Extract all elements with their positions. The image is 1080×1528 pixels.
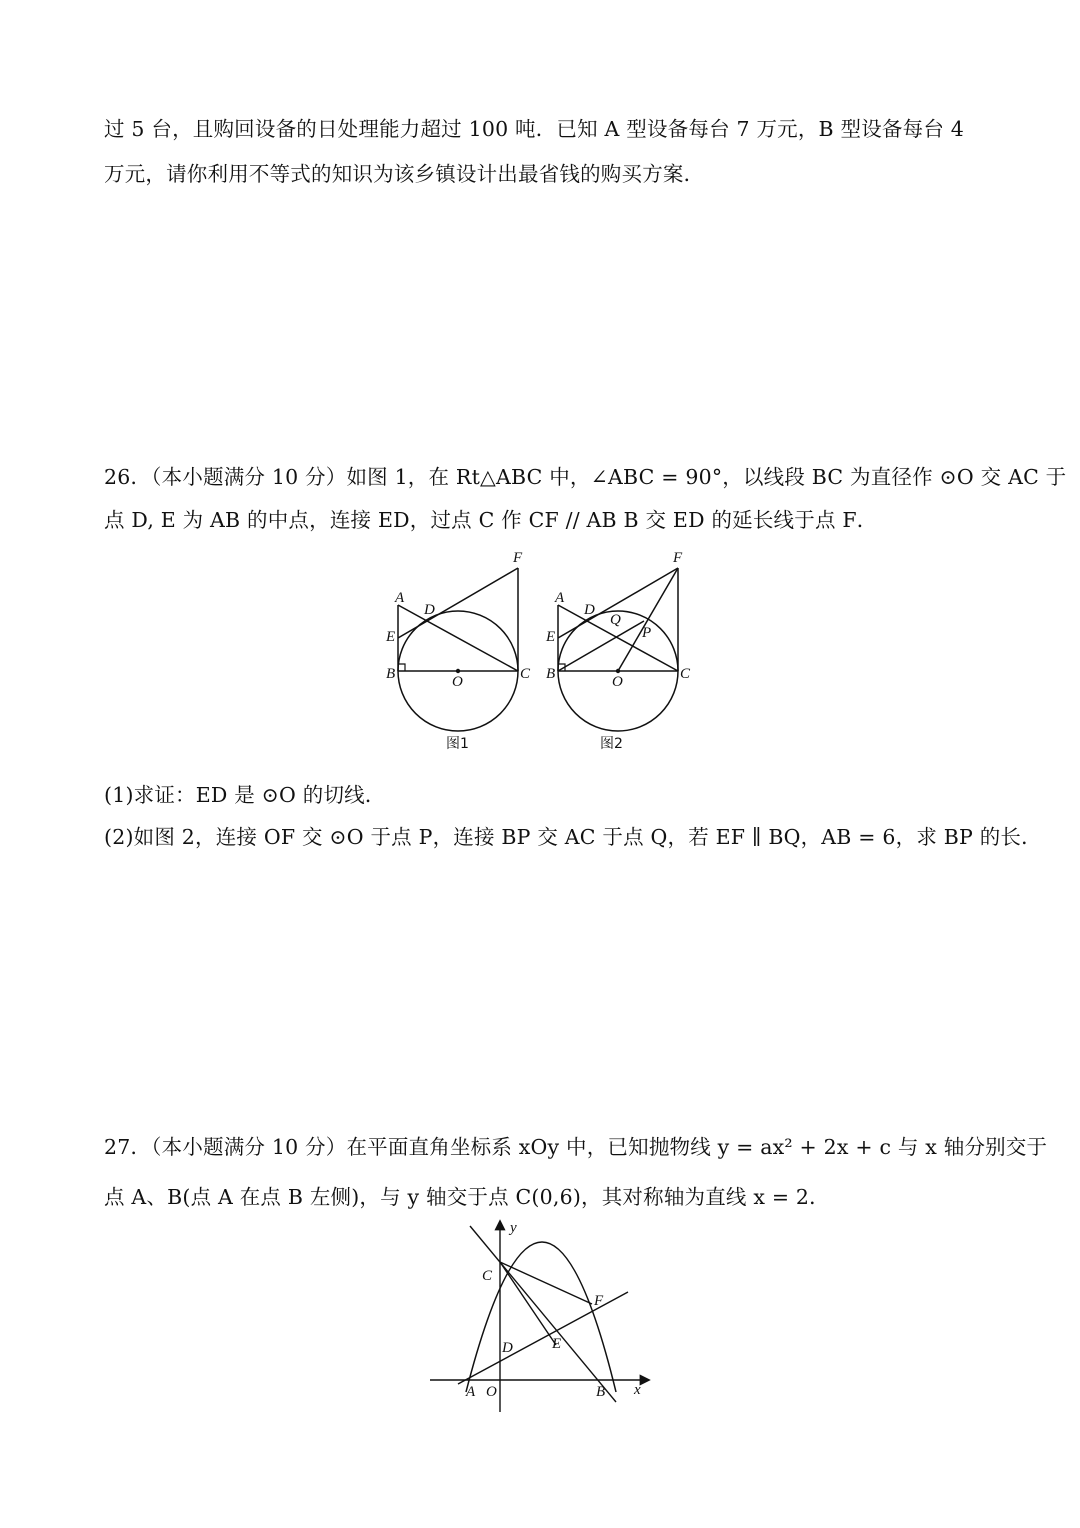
figure-2-caption: 图2 bbox=[600, 736, 623, 752]
q27-figure bbox=[428, 1212, 658, 1422]
label-d: D bbox=[424, 602, 435, 618]
label-o: O bbox=[452, 674, 463, 690]
center-dot bbox=[616, 669, 620, 673]
q26-part-2: (2)如图 2，连接 OF 交 ⊙O 于点 P，连接 BP 交 AC 于点 Q，若 EF ∥ BQ，AB = 6，求 BP 的长． bbox=[104, 825, 1042, 849]
label-b: B bbox=[596, 1384, 606, 1400]
q25-line-1: 过 5 台，且购回设备的日处理能力超过 100 吨．已知 A 型设备每台 7 万元，B 型设备每台 4 bbox=[104, 117, 964, 141]
segment-of bbox=[618, 568, 678, 671]
figure-1-caption: 图1 bbox=[446, 736, 469, 752]
label-c: C bbox=[482, 1268, 493, 1284]
label-f: F bbox=[673, 550, 683, 566]
segment-ac bbox=[398, 605, 518, 671]
label-f: F bbox=[594, 1293, 604, 1309]
q27-stem-line-1: 27．（本小题满分 10 分）在平面直角坐标系 xOy 中，已知抛物线 y = ax² + 2x + c 与 x 轴分别交于 bbox=[104, 1135, 1048, 1159]
q26-figure-1 bbox=[380, 540, 550, 755]
label-c: C bbox=[680, 666, 691, 682]
label-d: D bbox=[502, 1340, 513, 1356]
label-b: B bbox=[546, 666, 556, 682]
label-q: Q bbox=[610, 612, 621, 628]
label-e: E bbox=[386, 629, 396, 645]
label-d: D bbox=[584, 602, 595, 618]
right-angle-mark bbox=[398, 664, 405, 671]
q26-figure-2 bbox=[540, 540, 710, 755]
q26-part-1: (1)求证：ED 是 ⊙O 的切线． bbox=[104, 783, 386, 807]
label-a: A bbox=[555, 590, 565, 606]
q25-line-2: 万元，请你利用不等式的知识为该乡镇设计出最省钱的购买方案． bbox=[104, 162, 705, 186]
label-f: F bbox=[513, 550, 523, 566]
label-a: A bbox=[395, 590, 405, 606]
label-a: A bbox=[466, 1384, 476, 1400]
label-p: P bbox=[642, 625, 652, 641]
label-c: C bbox=[520, 666, 531, 682]
label-b: B bbox=[386, 666, 396, 682]
q27-stem-line-2: 点 A、B(点 A 在点 B 左侧)，与 y 轴交于点 C(0,6)，其对称轴为直线 x = 2． bbox=[104, 1185, 830, 1209]
center-dot bbox=[456, 669, 460, 673]
label-y: y bbox=[510, 1220, 517, 1236]
label-e: E bbox=[552, 1336, 562, 1352]
parabola bbox=[466, 1242, 616, 1392]
q26-stem-line-1: 26．（本小题满分 10 分）如图 1，在 Rt△ABC 中，∠ABC = 90°，以线段 BC 为直径作 ⊙O 交 AC 于 bbox=[104, 465, 1067, 489]
label-o: O bbox=[486, 1384, 497, 1400]
q26-stem-line-2: 点 D, E 为 AB 的中点，连接 ED，过点 C 作 CF // AB B 交 ED 的延长线于点 F． bbox=[104, 508, 878, 532]
label-x: x bbox=[634, 1382, 641, 1398]
label-o: O bbox=[612, 674, 623, 690]
label-e: E bbox=[546, 629, 556, 645]
